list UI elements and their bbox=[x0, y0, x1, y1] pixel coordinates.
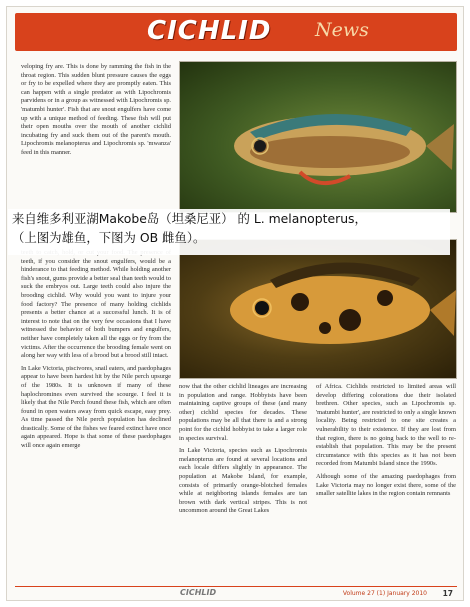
article-column-left-bottom bbox=[21, 249, 171, 455]
paragraph: now that the other cichlid lineages are increasing in population and range. Hobbyists have been maintaining captive groups of these (and many other) cichlid species for decades. These populations may be all that there is and a strong point for the cichlid hobbyist to take a larger role in species survival. bbox=[179, 383, 307, 442]
paragraph: of Africa. Cichlids restricted to limited areas will develop differing colorations due their isolated brethren. Other species, such as Lipochromis sp. 'matumbi hunter', are restricted to only a single known locality. Being restricted to one site creates a vulnerability to their existence. If they are lost from that region, there is no going back to the well to re-establish that population. This may be the present circumstance with this species as it has not been recorded from Matumbi Island since the 1990s. bbox=[316, 383, 456, 468]
footer-brand: CICHLID bbox=[180, 588, 217, 597]
article-column-right bbox=[316, 383, 456, 503]
footer-issue: Volume 27 (1) January 2010 bbox=[342, 590, 427, 597]
caption-line: （上图为雄鱼，下图为 OB 雌鱼）。 bbox=[12, 230, 206, 245]
page-footer bbox=[15, 586, 457, 600]
caption-line: 来自维多利亚湖Makobe岛（坦桑尼亚） 的 L. melanopterus， bbox=[12, 211, 367, 226]
magazine-page bbox=[6, 6, 464, 601]
photo-ob-female-fish bbox=[179, 239, 457, 379]
paragraph: teeth, if you consider the snout engulfers, would be a hinderance to that feeding method. While holding another fish's snout, gums provide a better seal than teeth would to suck the embryos out. Large teeth could also injure the brooding cichlid. Why would you want to injure your food factory? The presence of many holding cichlids presents a better chance at a successful lunch. It is of interest to note that on the very few occasions that I have witnessed the behavior of both bumpers and engulfers, neither have completely taken all the eggs or fry from the victims. After the occurrence the brooding female went on along her way with less of a brood but a brood still intact. bbox=[21, 257, 171, 360]
paragraph: In Lake Victoria, piscivores, snail eaters, and paedophages appear to have been hardest hit by the Nile perch upsurge of the 1980s. It is unknown if many of these haplochromines even survived the scourge. I feel it is likely that the Nile Perch found these fish, which are often found in open waters away from quick escape, easy prey. As time passed the Nile perch population has declined drastically. Some of the fishes we feared extinct have once again appeared. Hope is that some of these paedophages will once again emerge bbox=[21, 364, 171, 450]
paragraph: veloping fry are. This is done by ramming the fish in the throat region. This sudden blunt pressure causes the eggs or fry to be expelled where they are promptly eaten. This can happen with a single predator as with Lipochromis parvidens or in a group as witnessed with Lipochromis sp. 'matumbi hunter'. Fish that are snout engulfers have come up with a unique method of feeding. These fish will put their open mouths over the mouth of another cichlid incubating fry and suck them out of the parent's mouth. Lipochromis melanopterus and Lipochromis sp. 'mwanza' feed in this manner. bbox=[21, 63, 171, 156]
translated-caption bbox=[8, 209, 450, 255]
fish-illustration bbox=[180, 62, 457, 213]
photo-male-fish bbox=[179, 61, 457, 213]
masthead-news: News bbox=[315, 19, 369, 41]
masthead-banner bbox=[15, 13, 457, 51]
article-column-left-top bbox=[21, 63, 171, 162]
paragraph: Although some of the amazing paedophages from Lake Victoria may no longer exist there, some of the smaller satellite lakes in the region contain remnants bbox=[316, 472, 456, 498]
article-column-middle bbox=[179, 383, 307, 520]
page-number: 17 bbox=[442, 589, 453, 598]
masthead-logo: CICHLID bbox=[147, 16, 272, 46]
fish-illustration bbox=[180, 240, 457, 379]
paragraph: In Lake Victoria, species such as Lipochromis melanopterus are found at several locations and each locale differs slightly in appearance. The population at Makobe Island, for example, consists of primarily orange-blotched females while at neighboring islands females are tan brown with dark vertical stripes. This is not uncommon around the Great Lakes bbox=[179, 447, 307, 515]
